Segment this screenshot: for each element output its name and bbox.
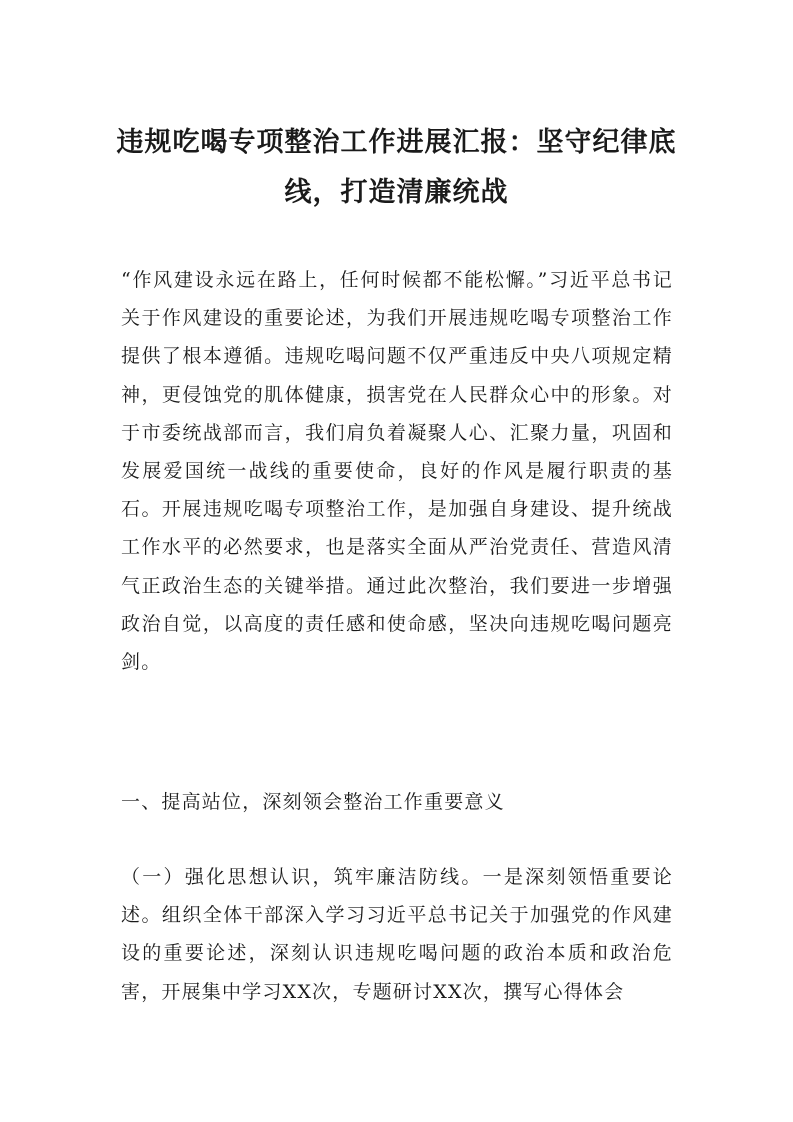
subsection-paragraph: （一）强化思想认识，筑牢廉洁防线。一是深刻领悟重要论述。组织全体干部深入学习习近平总书记关于加强党的作风建设的重要论述，深刻认识违规吃喝问题的政治本质和政治危害，开展集中学习XX次，专题研讨XX次，撰写心得体会	[121, 866, 673, 1003]
section-heading: 一、提高站位，深刻领会整治工作重要意义	[121, 791, 505, 813]
intro-paragraph: “作风建设永远在路上，任何时候都不能松懈。”习近平总书记关于作风建设的重要论述，为我们开展违规吃喝专项整治工作提供了根本遵循。违规吃喝问题不仅严重违反中央八项规定精神，更侵蚀党的肌体健康，损害党在人民群众心中的形象。对于市委统战部而言，我们肩负着凝聚人心、汇聚力量，巩固和发展爱国统一战线的重要使命，良好的作风是履行职责的基石。开展违规吃喝专项整治工作，是加强自身建设、提升统战工作水平的必然要求，也是落实全面从严治党责任、营造风清气正政治生态的关键举措。通过此次整治，我们要进一步增强政治自觉，以高度的责任感和使命感，坚决向违规吃喝问题亮剑。	[121, 269, 673, 674]
document-title: 违规吃喝专项整治工作进展汇报：坚守纪律底线，打造清廉统战	[116, 127, 677, 208]
